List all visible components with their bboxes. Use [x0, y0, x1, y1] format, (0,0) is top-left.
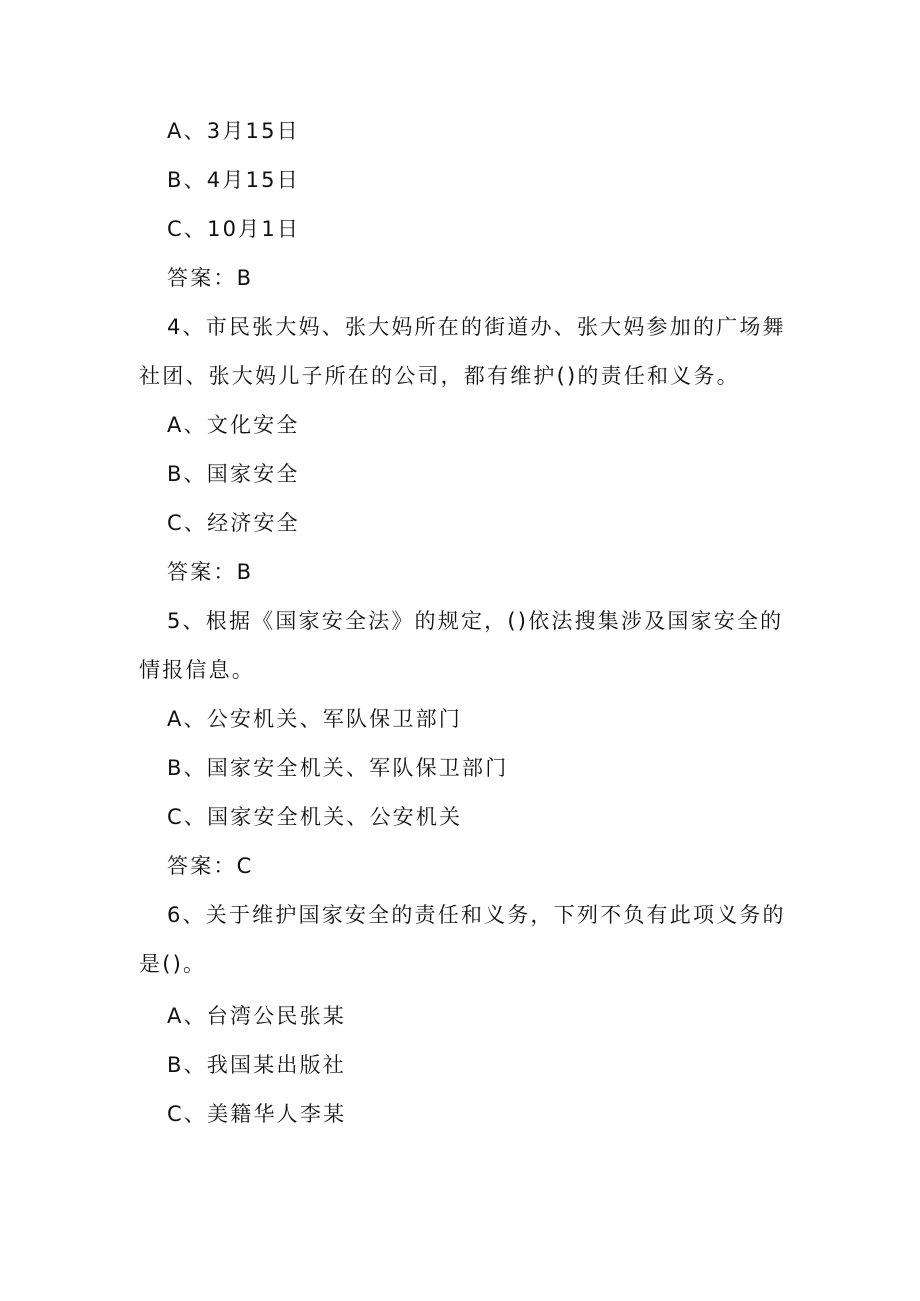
- q5-stem-line2: 情报信息。: [139, 658, 255, 682]
- q6-stem-line2: 是()。: [139, 952, 207, 976]
- q3-option-b: B、4月15日: [167, 168, 300, 192]
- q6-option-a: A、台湾公民张某: [167, 1004, 346, 1028]
- q4-stem-line2: 社团、张大妈儿子所在的公司，都有维护()的责任和义务。: [139, 364, 740, 388]
- q6-stem-line1: 6、关于维护国家安全的责任和义务，下列不负有此项义务的: [167, 903, 786, 927]
- q5-answer: 答案：C: [167, 854, 254, 878]
- q5-option-a: A、公安机关、军队保卫部门: [167, 707, 462, 731]
- q4-option-c: C、经济安全: [167, 511, 300, 535]
- q3-option-a: A、3月15日: [167, 119, 300, 143]
- q6-option-b: B、我国某出版社: [167, 1053, 347, 1077]
- q3-answer: 答案：B: [167, 266, 254, 290]
- q6-option-c: C、美籍华人李某: [167, 1102, 347, 1126]
- q4-answer: 答案：B: [167, 560, 254, 584]
- q3-option-c: C、10月1日: [167, 217, 301, 241]
- q5-option-b: B、国家安全机关、军队保卫部门: [167, 756, 509, 780]
- q5-option-c: C、国家安全机关、公安机关: [167, 805, 463, 829]
- q4-option-a: A、文化安全: [167, 413, 300, 437]
- q4-option-b: B、国家安全: [167, 462, 300, 486]
- q4-stem-line1: 4、市民张大妈、张大妈所在的街道办、张大妈参加的广场舞: [167, 315, 786, 339]
- q5-stem-line1: 5、根据《国家安全法》的规定，()依法搜集涉及国家安全的: [167, 609, 784, 633]
